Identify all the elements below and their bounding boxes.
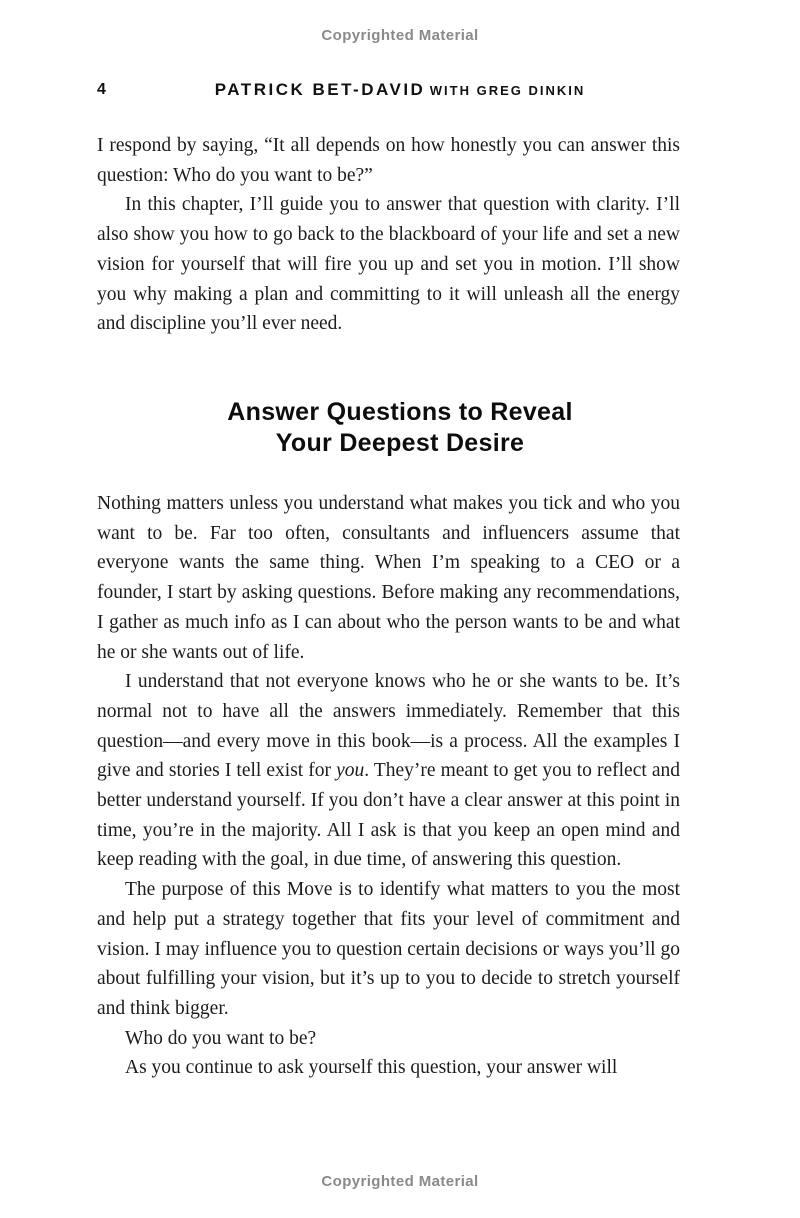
section-heading-line2: Your Deepest Desire <box>275 429 525 457</box>
copyright-notice-bottom: Copyrighted Material <box>321 1173 479 1190</box>
paragraph <box>97 1024 680 1054</box>
text-segment: I understand that not everyone knows who he or she wants to be. It’s normal not to have all the answers immediately. Remember that this question—and every move in this book—is a process. All the examples I give and stories I tell exist for <box>97 671 680 782</box>
text-segment: The purpose of this Move is to identify what matters to you the most and help put a strategy together that fits your level of commitment and vision. I may influence you to question certain decisions or ways you’ll go about fulfilling your vision, but it’s up to you to decide to stretch yourself and think bigger. <box>97 879 680 1019</box>
paragraph <box>97 190 680 339</box>
text-segment: In this chapter, I’ll guide you to answer that question with clarity. I’ll also show you how to go back to the blackboard of your life and set a new vision for yourself that will fire you up and set you in motion. I’ll show you why making a plan and committing to it will unleash all the energy and discipline you’ll ever need. <box>97 194 680 335</box>
section-heading <box>0 397 800 459</box>
text-segment: As you continue to ask yourself this question, your answer will <box>125 1057 618 1079</box>
running-header <box>0 80 800 102</box>
page-number: 4 <box>97 81 106 98</box>
text-segment: Who do you want to be? <box>125 1027 317 1049</box>
italic-text: you <box>336 760 365 782</box>
paragraph <box>97 489 680 667</box>
paragraph <box>97 875 680 1024</box>
paragraph <box>97 1053 680 1083</box>
running-header-coauthor: WITH GREG DINKIN <box>429 83 586 98</box>
text-segment: . They’re meant to get you to reflect and better understand yourself. If you don’t have a clear answer at this point in time, you’re in the majority. All I ask is that you keep an open mind and keep reading with the goal, in due time, of answering this question. <box>97 760 680 871</box>
text-segment: Nothing matters unless you understand what makes you tick and who you want to be. Far too often, consultants and influencers assume that everyone wants the same thing. When I’m speaking to a CEO or a founder, I start by asking questions. Before making any recommendations, I gather as much info as I can about who the person wants to be and what he or she wants out of life. <box>97 493 680 663</box>
running-header-author: PATRICK BET-DAVID <box>214 80 426 99</box>
paragraph <box>97 131 680 190</box>
paragraph <box>97 667 680 875</box>
text-block-before-heading <box>97 131 680 339</box>
running-header-title <box>0 80 800 100</box>
text-segment: I respond by saying, “It all depends on how honestly you can answer this question: Who do you want to be?” <box>97 135 680 186</box>
section-heading-line1: Answer Questions to Reveal <box>227 398 573 426</box>
text-block-after-heading <box>97 489 680 1083</box>
copyright-notice-top: Copyrighted Material <box>321 27 479 44</box>
